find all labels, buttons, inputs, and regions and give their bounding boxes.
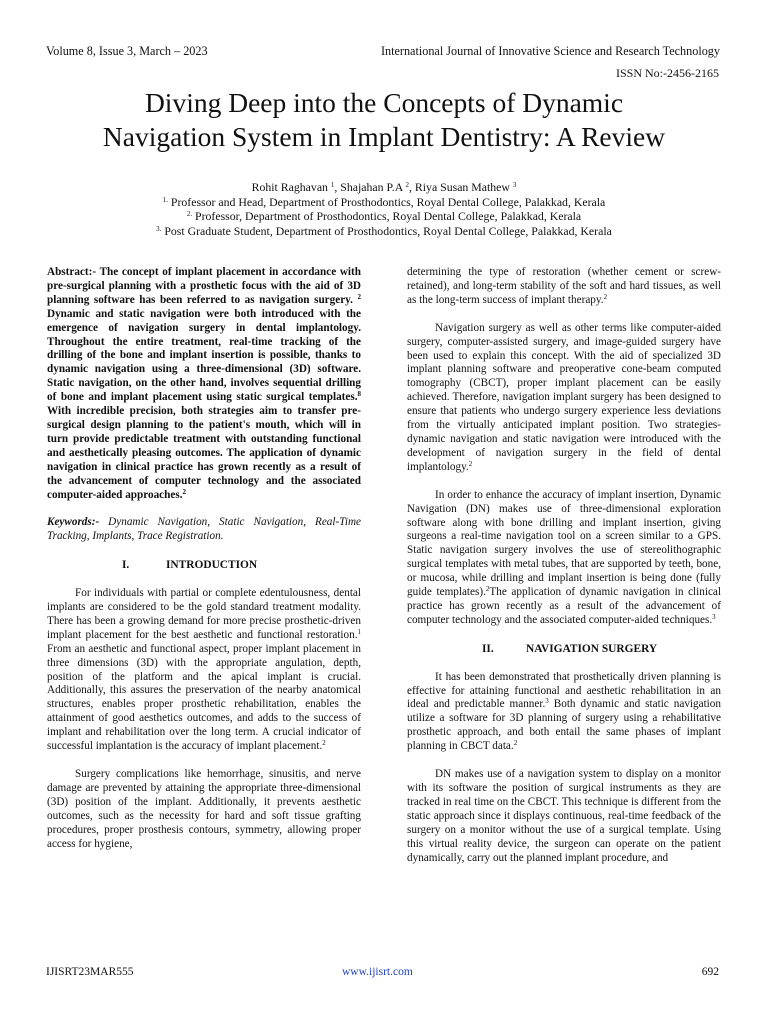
affiliation-2: $^{2.}$ Professor, Department of Prosthodontics, Royal Dental College, Palakkad, Kerala (186, 209, 582, 224)
nav-paragraph-1: It has been demonstrated that prosthetically driven planning is effective for attaining functional and aesthetic rehabilitation in an ideal and predictable manner.$^3$ Both dynamic and static navigation utilize a software for 3D planning of surgery using a rehabilitative prosthetic approach, and both entail the same phases of implant planning in CBCT data.$^2$ (407, 670, 721, 753)
paper-title (30, 86, 738, 154)
nav-paragraph-2: DN makes use of a navigation system to display on a monitor with its software the position of surgical instruments as they are tracked in real time on the CBCT. This technique is different from the static approach since it displays continuous, real-time feedback of the surgery on a monitor without the use of a surgical template. Using this virtual reality device, the surgeon can operate on the patient dynamically, carry out the planned implant procedure, and (407, 768, 721, 864)
title-line-2: Navigation System in Implant Dentistry: A Review (102, 121, 666, 152)
abstract: Abstract:- The concept of implant placement in accordance with pre-surgical planning with a prosthetic focus with the aid of 3D planning software has been referred to as navigation surgery. $^2$ Dynamic and static navigation were both introduced with the emergence of navigation surgery in dental implantology. Throughout the entire treatment, real-time tracking of the drilling of the bone and implant insertion is possible, thanks to dynamic navigation using a three-dimensional (3D) software. Static navigation, on the other hand, involves sequential drilling of bone and implant placement using static surgical templates.$^8$ With incredible precision, both strategies aim to transfer pre-surgical design planning to the patient's mouth, which will in turn provide predictable treatment with outstanding functional and aesthetically pleasing outcomes. The application of dynamic navigation in clinical practice has grown recently as a result of the advancement of computer technology and the associated computer-aided approaches.$^2$ (47, 266, 361, 501)
right-column (407, 266, 721, 865)
left-column (47, 266, 361, 851)
author-block (30, 180, 738, 238)
affiliation-3: $^{3.}$ Post Graduate Student, Department of Prosthodontics, Royal Dental College, Palakkad, Kerala (156, 223, 612, 238)
section-heading-introduction: I. INTRODUCTION (122, 559, 258, 572)
keywords: Keywords:- Dynamic Navigation, Static Navigation, Real-Time Tracking, Implants, Trace Registration. (47, 516, 361, 543)
page-number: 692 (701, 966, 719, 978)
affiliation-1: $^{1.}$ Professor and Head, Department of Prosthodontics, Royal Dental College, Palakkad, Kerala (162, 194, 606, 209)
section-heading-navigation-surgery: II. NAVIGATION SURGERY (482, 642, 658, 655)
author-names: Rohit Raghavan $^1$, Shajahan P.A $^2$, Riya Susan Mathew $^3$ (251, 180, 517, 194)
issn: ISSN No:-2456-2165 (615, 66, 719, 80)
journal-name: International Journal of Innovative Science and Research Technology (380, 44, 720, 58)
intro-paragraph-2: Surgery complications like hemorrhage, sinusitis, and nerve damage are prevented by attaining the appropriate three-dimensional (3D) position of the implant. Additionally, it prevents aesthetic outcomes, such as the necessity for hard and soft tissue grafting procedures, proper prosthesis contours, symmetry, allowing proper access for hygiene, (47, 768, 361, 850)
volume-issue: Volume 8, Issue 3, March – 2023 (46, 44, 208, 58)
title-line-1: Diving Deep into the Concepts of Dynamic (144, 87, 624, 118)
right-paragraph-2: Navigation surgery as well as other terms like computer-aided surgery, computer-assisted surgery, and image-guided surgery have been used to explain this concept. With the aid of specialized 3D implant planning software and preoperative cone-beam computed tomography (CBCT), proper implant placement can be easily achieved. Therefore, navigation implant surgery has been designed to ensure that patients who undergo surgery experience less deviations from the virtually anticipated implant position. Two strategies- dynamic navigation and static navigation were introduced with the development of navigation surgery in the field of dental implantology.$^2$ (407, 321, 721, 473)
intro-paragraph-1: For individuals with partial or complete edentulousness, dental implants are considered to be the gold standard treatment modality. There has been a growing demand for more precise prosthetic-driven implant placement for the best aesthetic and functional restoration.$^1$ From an aesthetic and functional aspect, proper implant placement in three dimensions (3D) with the appropriate angulation, depth, position of the platform and the apical implant is crucial. Additionally, this assures the preservation of the nearby anatomical structures, enables proper prosthetic rehabilitation, enables the attainment of good aesthetics outcomes, and adds to the success of implant and rehabilitation over the long term. A crucial indicator of successful implantation is the accuracy of implant placement.$^2$ (47, 587, 361, 753)
right-paragraph-3: In order to enhance the accuracy of implant insertion, Dynamic Navigation (DN) makes use of three-dimensional exploration software along with bone drilling and implant insertion, giving surgeons a real-time navigation tool on a screen similar to a GPS. Static navigation surgery involves the use of stereolithographic surgical templates with metal tubes, that are supported by teeth, bone, or mucosa, while drilling and implant insertion is being done (fully guide templates).$^2$The application of dynamic navigation in clinical practice has grown recently as a result of the advancement of computer technology and the associated computer-aided techniques.$^3$ (407, 488, 721, 626)
journal-url-link[interactable]: www.ijisrt.com (342, 966, 413, 978)
paper-code: IJISRT23MAR555 (46, 966, 134, 978)
right-paragraph-1: determining the type of restoration (whether cement or screw-retained), and long-term stability of the soft and hard tissues, as well as the long-term success of implant therapy.$^2$ (407, 266, 721, 306)
